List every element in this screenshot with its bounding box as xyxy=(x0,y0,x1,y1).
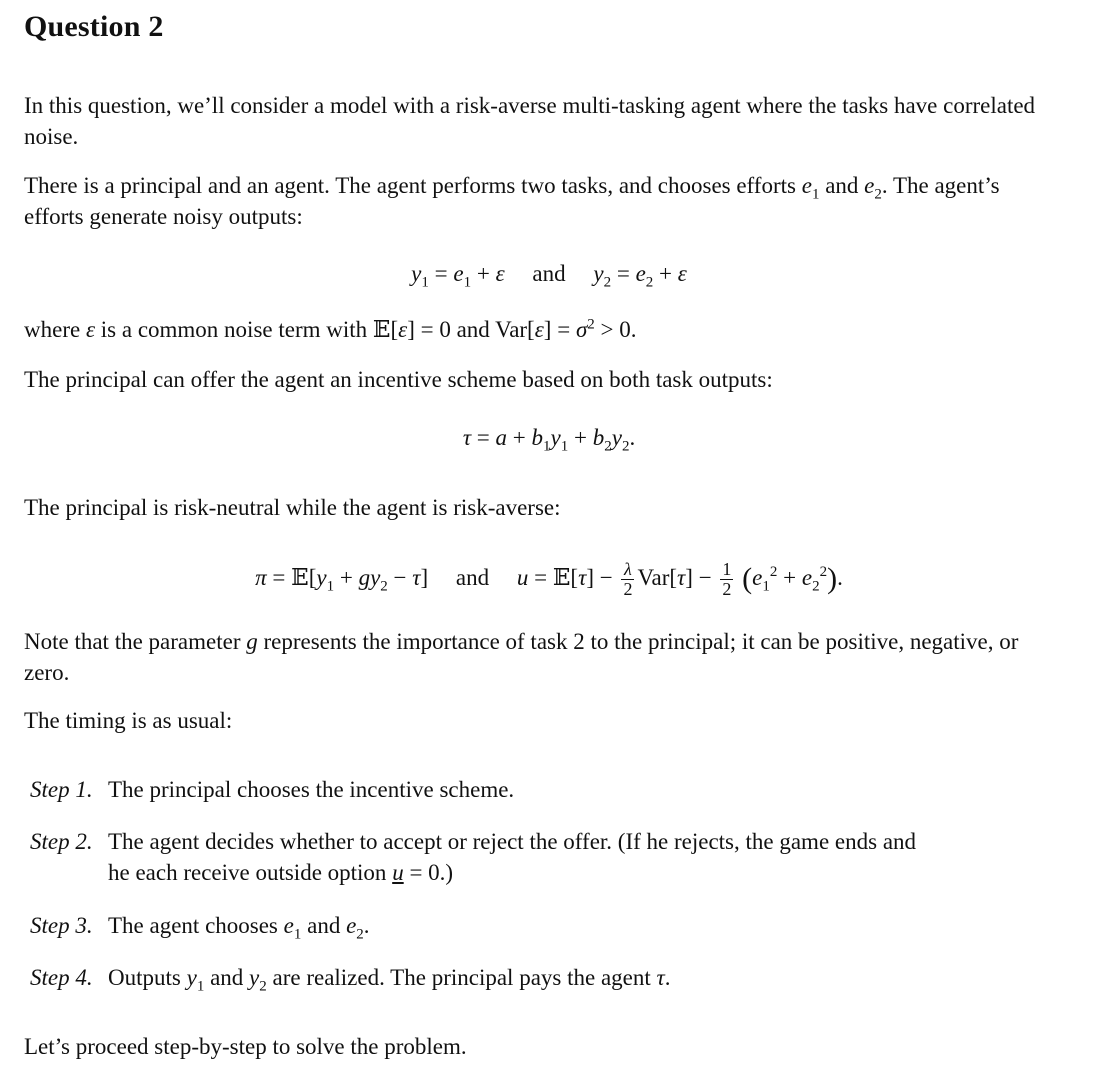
closing-paragraph: Let’s proceed step-by-step to solve the problem. xyxy=(24,1034,467,1059)
step-1: Step 1. The principal chooses the incentive scheme. xyxy=(30,777,515,802)
question-title: Question 2 xyxy=(24,10,164,43)
setup-paragraph: There is a principal and an agent. The agent performs two tasks, and chooses efforts $e_1$ and $e_2$. The agent’s efforts generate noisy outputs: xyxy=(24,173,1000,229)
step-3: Step 3. The agent chooses $e_1$ and $e_2$. xyxy=(30,913,370,943)
incentive-paragraph: The principal can offer the agent an incentive scheme based on both task outputs: xyxy=(24,367,773,392)
note-paragraph: Note that the parameter g represents the importance of task 2 to the principal; it can be positive, negative, or zero. xyxy=(24,629,1019,685)
output-equations: $y_1 = e_1 + \varepsilon$ and $y_2 = e_2 + \varepsilon$ xyxy=(411,261,687,291)
step-2: Step 2. The agent decides whether to accept or reject the offer. (If he rejects, the game ends and he each receive outside option u = 0.) xyxy=(30,829,917,885)
noise-description: where ε is a common noise term with 𝔼[ε] = 0 and $Var[\varepsilon] = \sigma^2 > 0$. xyxy=(24,316,637,343)
payoff-equations: $\pi = 𝔼[y_1 + gy_2 - \tau]$ and u = 𝔼[τ] − $\frac{\lambda}{2}$ Var[τ] − $\frac{1}{2}$ $(e_1^2 + e_2^2)$. xyxy=(255,559,843,599)
timing-paragraph: The timing is as usual: xyxy=(24,708,233,733)
risk-paragraph: The principal is risk-neutral while the agent is risk-averse: xyxy=(24,495,561,520)
intro-paragraph: In this question, we’ll consider a model with a risk-averse multi-tasking agent where the tasks have correlated noise. xyxy=(24,93,1036,149)
step-4: Step 4. Outputs $y_1$ and $y_2$ are realized. The principal pays the agent τ. xyxy=(30,965,671,995)
incentive-equation: $\tau = a + b_1y_1 + b_2y_2$. xyxy=(462,425,636,455)
